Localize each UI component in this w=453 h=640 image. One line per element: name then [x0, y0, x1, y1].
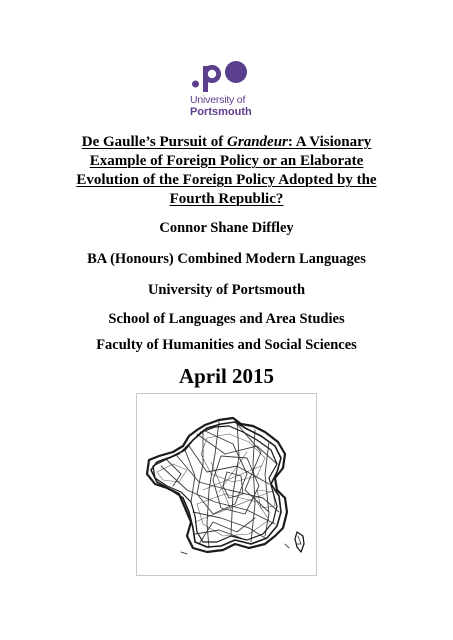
france-map-image: [136, 393, 317, 576]
logo-line-university: University of: [190, 94, 246, 106]
university-name: University of Portsmouth: [147, 282, 306, 298]
title-line-4: Fourth Republic?: [169, 191, 284, 207]
title-line-1-end: : A Visionary: [287, 134, 372, 150]
title-line-2: Example of Foreign Policy or an Elaborate: [89, 153, 364, 169]
degree-name: BA (Honours) Combined Modern Languages: [87, 251, 366, 267]
title-line-1-start: De Gaulle’s Pursuit of: [81, 134, 228, 150]
title-italic-word: Grandeur: [227, 134, 288, 150]
logo-wordmark: [190, 95, 276, 118]
logo-line-portsmouth: Portsmouth: [190, 105, 252, 118]
logo-dots-icon: [192, 59, 252, 93]
faculty-name: Faculty of Humanities and Social Sciences: [96, 337, 357, 353]
author-name: Connor Shane Diffley: [159, 220, 294, 236]
title-line-3: Evolution of the Foreign Policy Adopted by the: [76, 172, 377, 188]
university-logo: [186, 57, 272, 119]
school-name: School of Languages and Area Studies: [108, 311, 345, 327]
submission-date: April 2015: [178, 364, 275, 388]
france-sketch-map-icon: [137, 394, 318, 577]
thesis-title: [58, 133, 395, 209]
